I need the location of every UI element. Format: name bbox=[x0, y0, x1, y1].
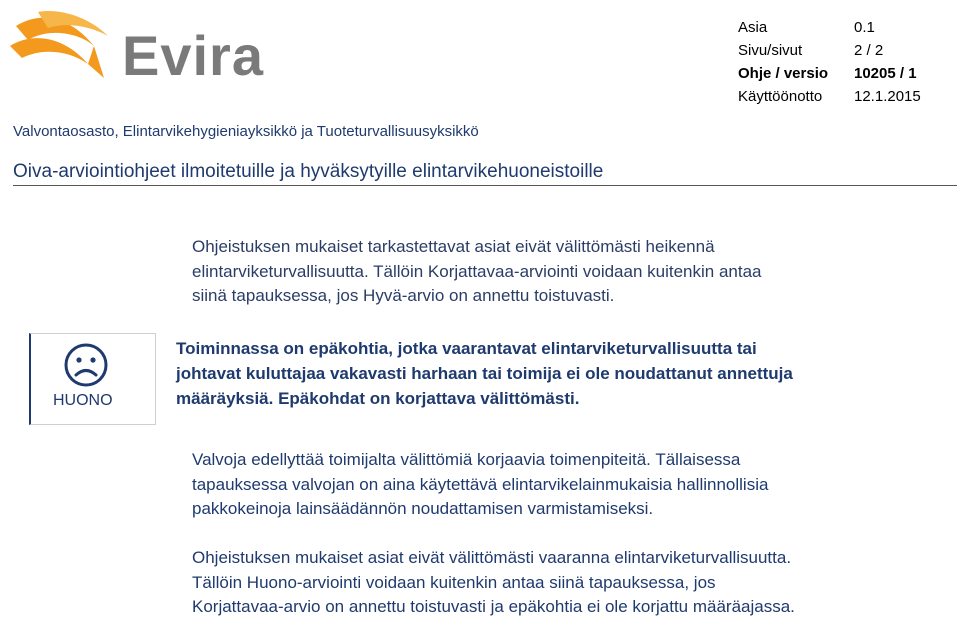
meta-label: Ohje / versio bbox=[738, 65, 829, 82]
text-line: Ohjeistuksen mukaiset tarkastettavat asiat eivät välittömästi heikennä bbox=[192, 237, 715, 256]
text-line: siinä tapauksessa, jos Hyvä-arvio on annettu toistuvasti. bbox=[192, 286, 615, 305]
meta-value: 2 / 2 bbox=[854, 42, 884, 59]
text-line: Tällöin Huono-arviointi voidaan kuitenkin antaa siinä tapauksessa, jos bbox=[192, 572, 716, 592]
status-box-huono bbox=[29, 333, 156, 425]
text-line: Ohjeistuksen mukaiset asiat eivät välittömästi vaaranna elintarviketurvallisuutta. bbox=[192, 548, 792, 567]
text-line: Toiminnassa on epäkohtia, jotka vaarantavat elintarviketurvallisuutta tai bbox=[176, 339, 757, 358]
text-line: elintarviketurvallisuutta. Tällöin Korjattavaa-arviointi voidaan kuitenkin antaa bbox=[192, 261, 762, 281]
meta-label: Asia bbox=[738, 19, 768, 36]
document-title: Oiva-arviointiohjeet ilmoitetuille ja hyväksytyille elintarvikehuoneistoille bbox=[13, 161, 604, 182]
document-meta bbox=[738, 16, 921, 108]
sad-face-icon bbox=[63, 342, 109, 388]
meta-row-date bbox=[738, 85, 921, 108]
paragraph-valvoja bbox=[192, 448, 932, 522]
meta-label: Käyttöönotto bbox=[738, 88, 823, 105]
status-label: HUONO bbox=[53, 392, 113, 409]
text-line: Valvoja edellyttää toimijalta välittömiä korjaavia toimenpiteitä. Tällaisessa bbox=[192, 450, 741, 469]
header-divider bbox=[13, 185, 957, 186]
text-line: pakkokeinoja lainsäädännön noudattamisen varmistamiseksi. bbox=[192, 499, 654, 518]
text-line: Korjattavaa-arvio on annettu toistuvasti ja epäkohtia ei ole korjattu määräajassa. bbox=[192, 597, 795, 616]
meta-row-asia bbox=[738, 16, 921, 39]
meta-row-version bbox=[738, 62, 921, 85]
paragraph-huono-arviointi bbox=[192, 546, 952, 620]
evira-logo-mark-icon bbox=[8, 6, 118, 86]
evira-logo bbox=[8, 6, 264, 87]
text-line: määräyksiä. Epäkohdat on korjattava välittömästi. bbox=[176, 389, 580, 408]
meta-value: 10205 / 1 bbox=[854, 65, 917, 82]
meta-row-pages bbox=[738, 39, 921, 62]
paragraph-korjattavaa bbox=[192, 235, 932, 309]
logo-wordmark: Evira bbox=[122, 24, 264, 87]
paragraph-huono-definition bbox=[176, 336, 946, 411]
text-line: johtavat kuluttajaa vakavasti harhaan tai toimija ei ole noudattanut annettuja bbox=[176, 364, 793, 383]
meta-label: Sivu/sivut bbox=[738, 42, 803, 59]
meta-value: 12.1.2015 bbox=[854, 88, 921, 105]
text-line: tapauksessa valvojan on aina käytettävä elintarvikelainmukaisia hallinnollisia bbox=[192, 474, 769, 494]
department-unit: Valvontaosasto, Elintarvikehygieniayksikkö ja Tuoteturvallisuusyksikkö bbox=[13, 123, 479, 140]
meta-value: 0.1 bbox=[854, 19, 875, 36]
